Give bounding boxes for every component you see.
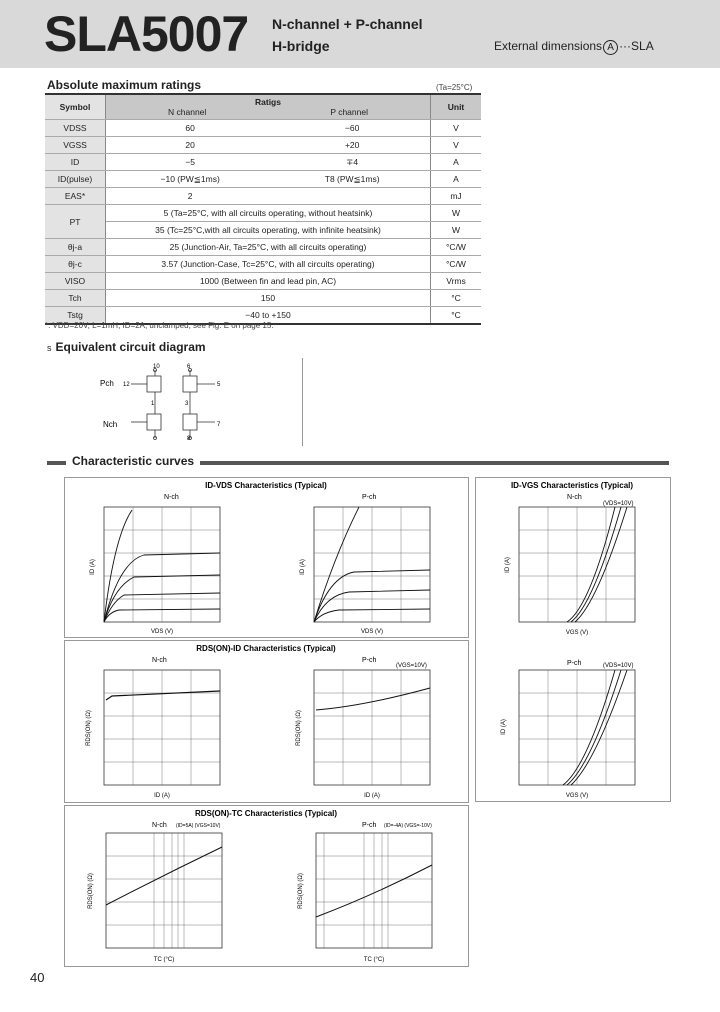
cell-sym: PT — [45, 205, 106, 239]
y-axis-label: ID (A) — [501, 719, 507, 735]
pin-label: 8 — [187, 436, 191, 442]
graph-title: RDS(ON)-TC Characteristics (Typical) — [194, 809, 338, 818]
cell-p: −60 — [274, 120, 430, 137]
cell-unit: W — [431, 205, 482, 222]
col-unit: Unit — [431, 94, 482, 120]
nch-label: N-ch — [152, 822, 167, 829]
condition: (ID=-4A) (VGS=-10V) — [384, 823, 432, 829]
y-axis-label: RDS(ON) (Ω) — [86, 710, 92, 746]
pin-label: 7 — [217, 422, 221, 428]
cell-p: ∓4 — [274, 154, 430, 171]
circuit-title — [47, 340, 206, 354]
table-row — [45, 171, 481, 188]
cell-unit: °C/W — [431, 256, 482, 273]
nch-label: N-ch — [152, 657, 167, 664]
y-axis-label: RDS(ON) (Ω) — [296, 710, 302, 746]
table-row — [45, 205, 481, 222]
p-plot — [314, 670, 430, 785]
table-row — [45, 256, 481, 273]
pin-label: 1 — [151, 401, 155, 407]
y-axis-label: RDS(ON) (Ω) — [88, 873, 94, 909]
circled-a-icon: A — [603, 40, 618, 55]
p-plot — [316, 833, 432, 948]
n-plot — [519, 507, 635, 622]
y-axis-label: ID (A) — [300, 559, 306, 575]
cell-sym: θj-c — [45, 256, 106, 273]
cell-sym: EAS* — [45, 188, 106, 205]
cell-unit: V — [431, 137, 482, 154]
cell-both: 35 (Tc=25°C,with all circuits operating, with infinite heatsink) — [106, 222, 431, 239]
pin-label: 6 — [187, 364, 191, 370]
n-plot — [106, 833, 222, 948]
col-ratings-label: Ratigs — [255, 97, 281, 107]
x-axis-label: TC (°C) — [153, 957, 175, 963]
table-header-row — [45, 94, 481, 120]
cell-both: 1000 (Between fin and lead pin, AC) — [106, 273, 431, 290]
table-row — [45, 154, 481, 171]
ratings-title: Absolute maximum ratings — [47, 78, 202, 92]
table-row — [45, 120, 481, 137]
pch-label: P-ch — [567, 660, 582, 667]
cell-p — [274, 188, 430, 205]
y-axis-label: ID (A) — [505, 557, 511, 573]
ext-dim-suffix: ···SLA — [619, 39, 654, 53]
n-plot — [104, 507, 220, 622]
cell-unit: Vrms — [431, 273, 482, 290]
graph-rds-id — [64, 640, 468, 802]
cell-sym: VISO — [45, 273, 106, 290]
ratings-table — [45, 93, 481, 325]
cell-unit: mJ — [431, 188, 482, 205]
bullet: s — [47, 343, 52, 353]
table-row — [45, 290, 481, 307]
cell-unit: °C — [431, 290, 482, 307]
cell-n: −5 — [106, 154, 275, 171]
cell-p: T8 (PW≦1ms) — [274, 171, 430, 188]
cell-unit: A — [431, 171, 482, 188]
pin-label: 3 — [185, 401, 189, 407]
p-plot — [314, 507, 430, 622]
cell-sym: Tch — [45, 290, 106, 307]
col-n: N channel — [168, 107, 207, 117]
subtitle-bridge: H-bridge — [272, 38, 330, 54]
n-plot — [104, 670, 220, 785]
subtitle-channel: N-channel + P-channel — [272, 16, 423, 32]
pch-label: P-ch — [362, 822, 377, 829]
x-axis-label: TC (°C) — [363, 957, 385, 963]
condition: (ID=5A) (VGS=10V) — [176, 823, 221, 829]
y-axis-label: ID (A) — [90, 559, 96, 575]
col-p: P channel — [330, 107, 368, 117]
col-symbol: Symbol — [45, 94, 106, 120]
cell-unit: °C — [431, 307, 482, 325]
condition: (VDS=10V) — [603, 663, 634, 669]
cell-sym: ID — [45, 154, 106, 171]
condition: (VDS=10V) — [603, 501, 634, 507]
circuit-divider — [302, 358, 303, 446]
condition: (VGS=10V) — [396, 663, 427, 669]
equivalent-circuit — [95, 360, 245, 445]
x-axis-label: VGS (V) — [565, 630, 589, 636]
cell-both: 5 (Ta=25°C, with all circuits operating, without heatsink) — [106, 205, 431, 222]
cell-n: 2 — [106, 188, 275, 205]
graph-title: ID-VDS Characteristics (Typical) — [205, 481, 327, 490]
table-row — [45, 137, 481, 154]
cell-sym: θj-a — [45, 239, 106, 256]
x-axis-label: VGS (V) — [565, 793, 589, 799]
curves-title: Characteristic curves — [66, 454, 200, 468]
graph-id-vds — [64, 477, 468, 637]
cell-p: +20 — [274, 137, 430, 154]
cell-both: 3.57 (Junction-Case, Tc=25°C, with all circuits operating) — [106, 256, 431, 273]
cell-sym: ID(pulse) — [45, 171, 106, 188]
graph-title: ID-VGS Characteristics (Typical) — [510, 481, 634, 490]
ext-dim-prefix: External dimensions — [494, 39, 603, 53]
cell-unit: V — [431, 120, 482, 137]
x-axis-label: ID (A) — [154, 793, 170, 799]
cell-unit: °C/W — [431, 239, 482, 256]
nch-label: N-ch — [567, 494, 582, 501]
table-row — [45, 188, 481, 205]
cell-both: −40 to +150 — [106, 307, 431, 325]
nch-label: N-ch — [164, 494, 179, 501]
cell-both: 25 (Junction-Air, Ta=25°C, with all circuits operating) — [106, 239, 431, 256]
part-number: SLA5007 — [44, 6, 249, 62]
ratings-condition: (Ta=25°C) — [436, 83, 473, 92]
pch-label: P-ch — [362, 657, 377, 664]
x-axis-label: ID (A) — [364, 793, 380, 799]
graph-title: RDS(ON)-ID Characteristics (Typical) — [196, 644, 336, 653]
nch-label: Nch — [103, 420, 118, 429]
cell-sym: Tstg — [45, 307, 106, 325]
x-axis-label: VDS (V) — [360, 629, 384, 635]
footnote: *: VDD=20V, L=1mH, ID=2A, unclamped, see Fig. E on page 15. — [45, 321, 274, 330]
cell-unit: W — [431, 222, 482, 239]
table-row — [45, 273, 481, 290]
page-number: 40 — [30, 970, 45, 985]
graph-id-vgs — [475, 477, 670, 801]
p-plot — [519, 670, 635, 785]
circuit-title-text: Equivalent circuit diagram — [55, 340, 206, 354]
graph-rds-tc — [64, 805, 468, 965]
cell-sym: VDSS — [45, 120, 106, 137]
table-row — [45, 222, 481, 239]
cell-sym: VGSS — [45, 137, 106, 154]
pin-label: 12 — [123, 382, 130, 388]
pch-label: P-ch — [362, 494, 377, 501]
cell-unit: A — [431, 154, 482, 171]
cell-n: 20 — [106, 137, 275, 154]
x-axis-label: VDS (V) — [150, 629, 174, 635]
cell-n: −10 (PW≦1ms) — [106, 171, 275, 188]
cell-both: 150 — [106, 290, 431, 307]
pch-label: Pch — [100, 379, 114, 388]
table-row — [45, 239, 481, 256]
cell-n: 60 — [106, 120, 275, 137]
external-dimensions — [494, 39, 654, 55]
pin-label: 5 — [217, 382, 221, 388]
col-ratings — [106, 94, 431, 120]
pin-label: 10 — [153, 364, 160, 370]
y-axis-label: RDS(ON) (Ω) — [298, 873, 304, 909]
